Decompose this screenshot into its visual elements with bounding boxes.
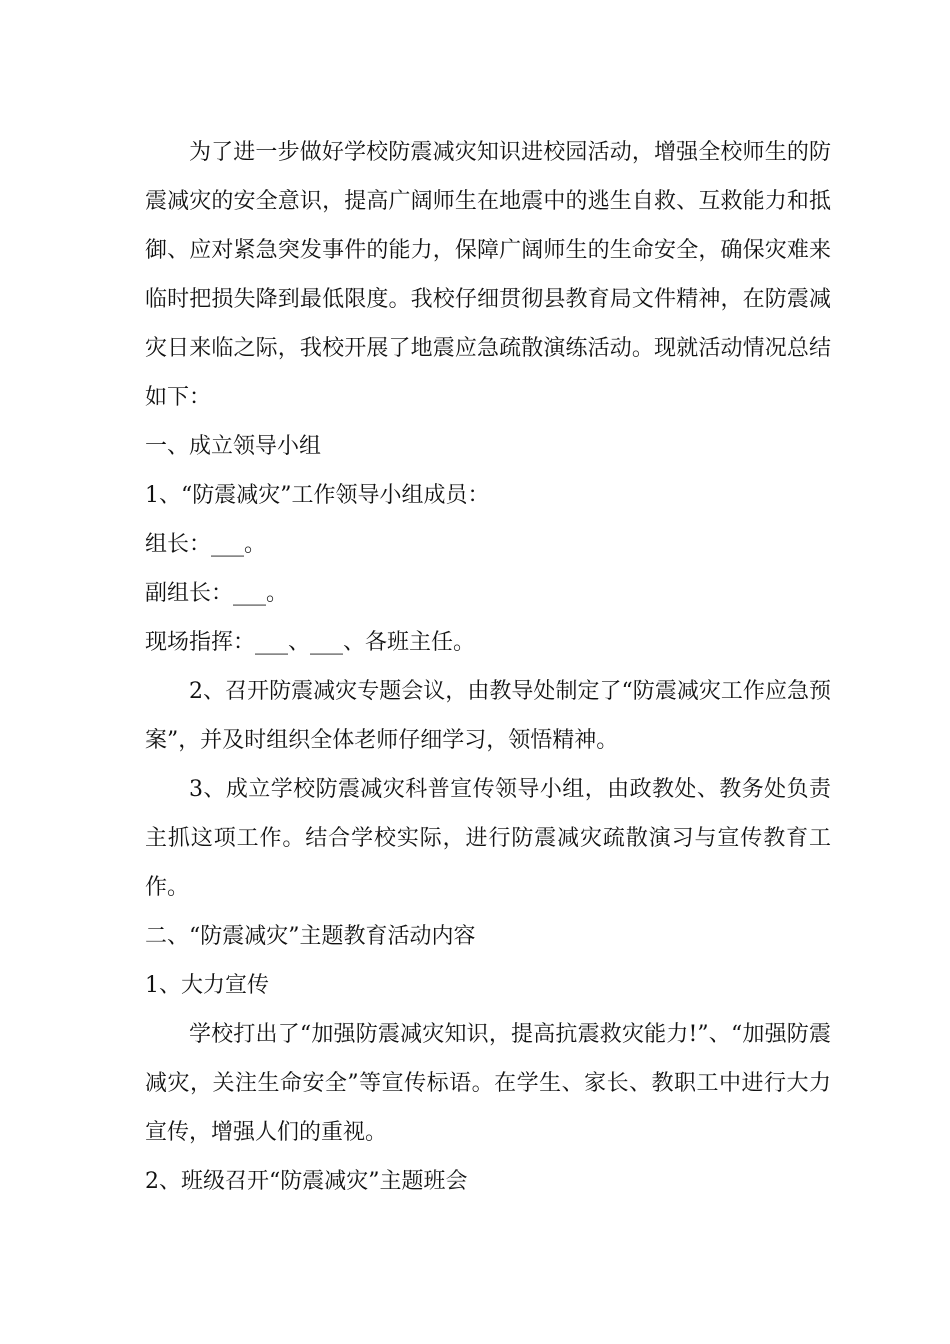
intro-paragraph: 为了进一步做好学校防震减灾知识进校园活动，增强全校师生的防震减灾的安全意识，提高广阔师生在地震中的逃生自救、互救能力和抵御、应对紧急突发事件的能力，保障广阔师生的生命安全，确保灾难来临时把损失降到最低限度。我校仔细贯彻县教育局文件精神，在防震减灾日来临之际，我校开展了地震应急疏散演练活动。现就活动情况总结如下： [145,140,831,410]
group-leader-line: 组长：___。 [145,532,267,557]
deputy-leader-line: 副组长：___。 [145,581,289,606]
publicity-paragraph: 学校打出了“加强防震减灾知识，提高抗震救灾能力!”、“加强防震减灾，关注生命安全”等宣传标语。在学生、家长、教职工中进行大力宣传，增强人们的重视。 [145,1022,831,1145]
list-item-special-meeting: 2、召开防震减灾专题会议，由教导处制定了“防震减灾工作应急预案”，并及时组织全体老师仔细学习，领悟精神。 [145,679,831,753]
section-heading-leadership-group: 一、成立领导小组 [145,434,322,459]
section-heading-activity-content: 二、“防震减灾”主题教育活动内容 [145,924,476,949]
list-item-group-members: 1、“防震减灾”工作领导小组成员： [145,483,490,508]
list-item-class-meeting: 2、班级召开“防震减灾”主题班会 [145,1169,468,1194]
document-body [145,128,831,1206]
list-item-publicity: 1、大力宣传 [145,973,269,998]
onsite-command-line: 现场指挥：___、___、各班主任。 [145,630,476,655]
list-item-publicity-group: 3、成立学校防震减灾科普宣传领导小组，由政教处、教务处负责主抓这项工作。结合学校实际，进行防震减灾疏散演习与宣传教育工作。 [145,777,831,900]
